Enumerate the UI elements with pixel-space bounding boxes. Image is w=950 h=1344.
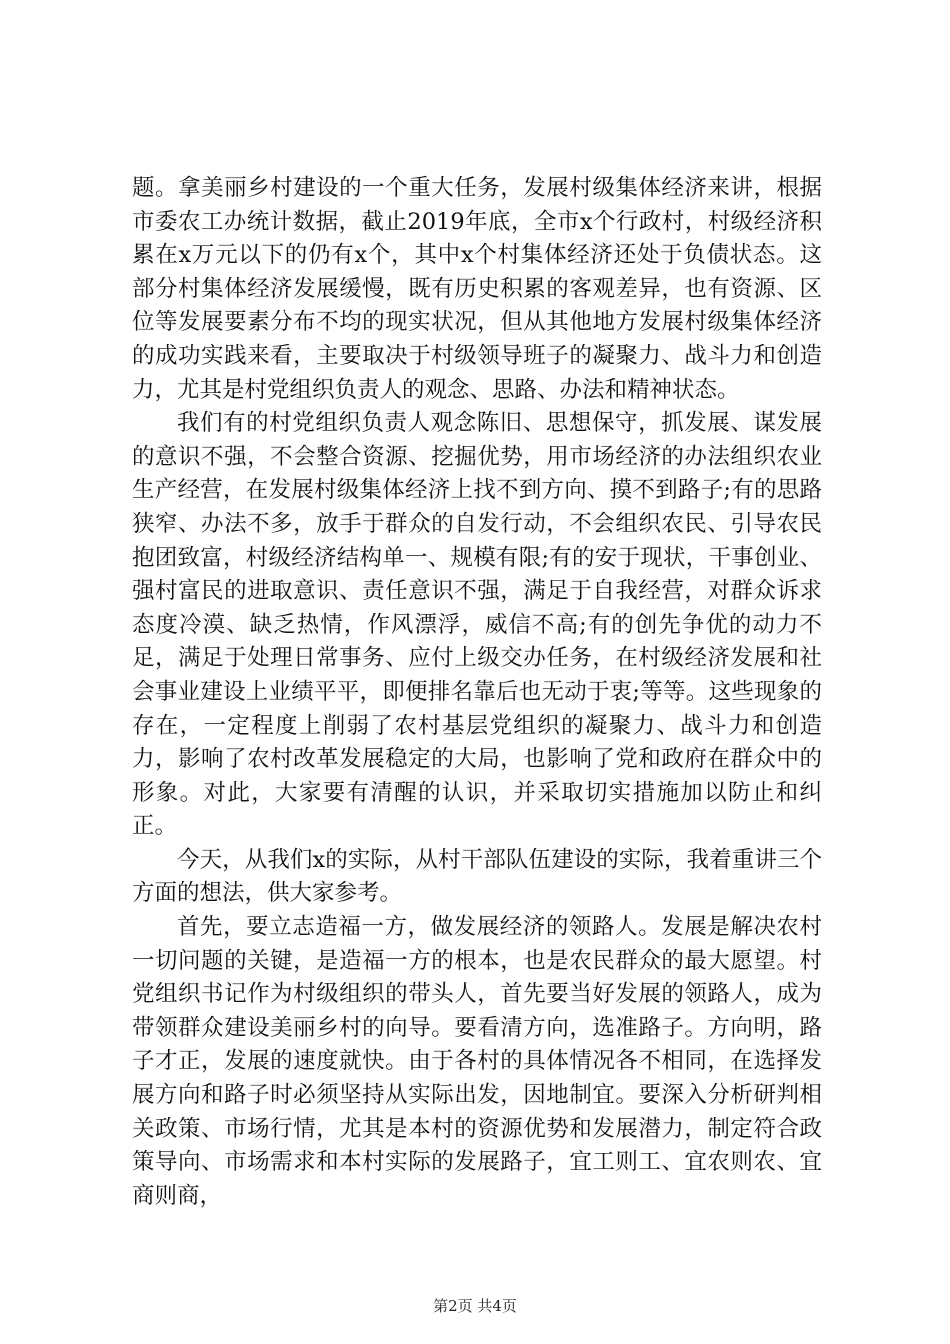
paragraph-3: 今天，从我们x的实际，从村干部队伍建设的实际，我着重讲三个方面的想法，供大家参考。 (132, 846, 822, 907)
paragraph-2: 我们有的村党组织负责人观念陈旧、思想保守，抓发展、谋发展的意识不强，不会整合资源、挖掘优势，用市场经济的办法组织农业生产经营，在发展村级集体经济上找不到方向、摸不到路子;有的思路狭窄、办法不多，放手于群众的自发行动，不会组织农民、引导农民抱团致富，村级经济结构单一、规模有限;有的安于现状，干事创业、强村富民的进取意识、责任意识不强，满足于自我经营，对群众诉求态度冷漠、缺乏热情，作风漂浮，威信不高;有的创先争优的动力不足，满足于处理日常事务、应付上级交办任务，在村级经济发展和社会事业建设上业绩平平，即便排名靠后也无动于衷;等等。这些现象的存在，一定程度上削弱了农村基层党组织的凝聚力、战斗力和创造力，影响了农村改革发展稳定的大局，也影响了党和政府在群众中的形象。对此，大家要有清醒的认识，并采取切实措施加以防止和纠正。 (132, 410, 822, 840)
page-footer (0, 1297, 950, 1315)
paragraph-4: 首先，要立志造福一方，做发展经济的领路人。发展是解决农村一切问题的关键，是造福一方的根本，也是农民群众的最大愿望。村党组织书记作为村级组织的带头人，首先要当好发展的领路人，成为带领群众建设美丽乡村的向导。要看清方向，选准路子。方向明，路子才正，发展的速度就快。由于各村的具体情况各不相同，在选择发展方向和路子时必须坚持从实际出发，因地制宜。要深入分析研判相关政策、市场行情，尤其是本村的资源优势和发展潜力，制定符合政策导向、市场需求和本村实际的发展路子，宜工则工、宜农则农、宜商则商， (132, 914, 822, 1209)
document-body (132, 172, 822, 1213)
paragraph-1: 题。拿美丽乡村建设的一个重大任务，发展村级集体经济来讲，根据市委农工办统计数据，截止2019年底，全市x个行政村，村级经济积累在x万元以下的仍有x个，其中x个村集体经济还处于负债状态。这部分村集体经济发展缓慢，既有历史积累的客观差异，也有资源、区位等发展要素分布不均的现实状况，但从其他地方发展村级集体经济的成功实践来看，主要取决于村级领导班子的凝聚力、战斗力和创造力，尤其是村党组织负责人的观念、思路、办法和精神状态。 (132, 175, 822, 403)
page-number-label: 第2页 共4页 (433, 1297, 517, 1315)
